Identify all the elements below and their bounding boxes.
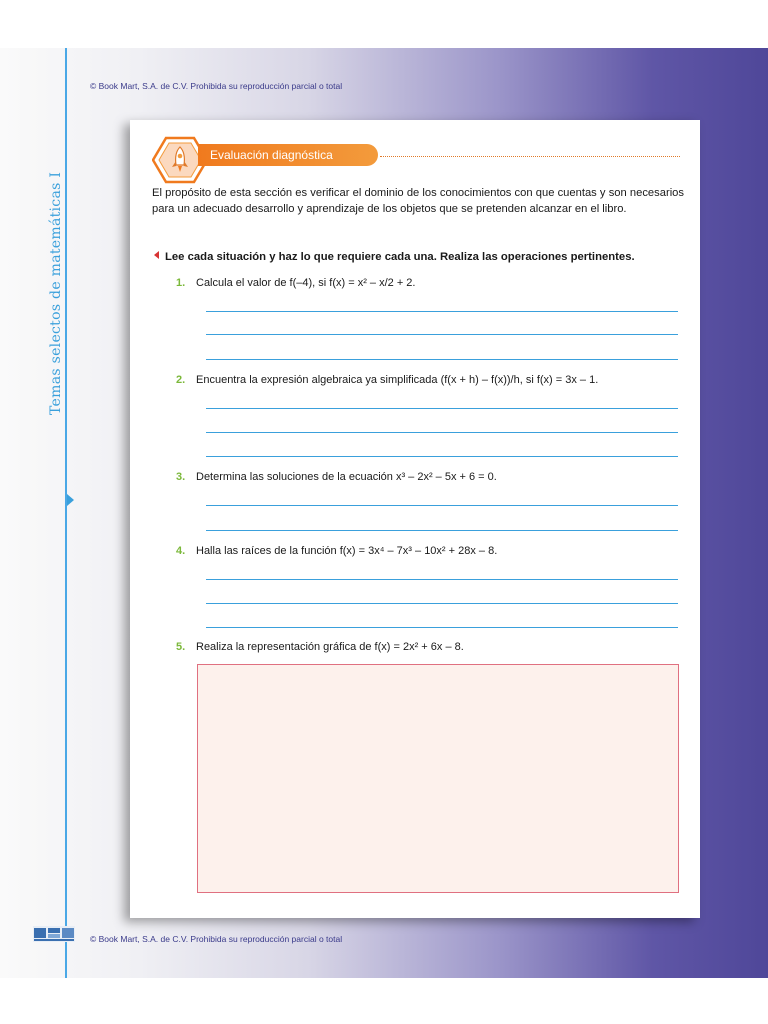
page-bottom-margin: [0, 978, 768, 1024]
question-text: Halla las raíces de la función f(x) = 3x⁴ – 7x³ – 10x² + 28x – 8.: [196, 545, 498, 557]
answer-line[interactable]: [206, 603, 678, 604]
question-text: Encuentra la expresión algebraica ya simplificada (f(x + h) – f(x))/h, si f(x) = 3x – 1.: [196, 374, 599, 386]
instruction-arrow-icon: [154, 251, 159, 259]
question-1: [176, 277, 415, 289]
answer-line[interactable]: [206, 627, 678, 628]
question-number: 4.: [176, 545, 186, 557]
worksheet-page: [130, 120, 700, 918]
question-5: [176, 641, 464, 653]
page-top-margin: [0, 0, 768, 48]
question-3: [176, 471, 497, 483]
instruction-line: [154, 251, 694, 263]
question-number: 2.: [176, 374, 186, 386]
question-2: [176, 374, 598, 386]
copyright-top: © Book Mart, S.A. de C.V. Prohibida su reproducción parcial o total: [90, 81, 343, 91]
publisher-logo-icon: [33, 926, 75, 942]
header-dotted-rule: [380, 156, 680, 157]
copyright-bottom: © Book Mart, S.A. de C.V. Prohibida su reproducción parcial o total: [90, 934, 343, 944]
graph-answer-box[interactable]: [197, 664, 679, 893]
answer-line[interactable]: [206, 408, 678, 409]
answer-line[interactable]: [206, 311, 678, 312]
question-4: [176, 545, 497, 557]
answer-line[interactable]: [206, 432, 678, 433]
question-text: Realiza la representación gráfica de f(x) = 2x² + 6x – 8.: [196, 641, 464, 653]
question-text: Determina las soluciones de la ecuación x³ – 2x² – 5x + 6 = 0.: [196, 471, 497, 483]
answer-line[interactable]: [206, 359, 678, 360]
answer-line[interactable]: [206, 505, 678, 506]
question-number: 1.: [176, 277, 186, 289]
question-number: 3.: [176, 471, 186, 483]
answer-line[interactable]: [206, 334, 678, 335]
section-header: Evaluación diagnóstica: [198, 144, 378, 166]
answer-line[interactable]: [206, 456, 678, 457]
question-number: 5.: [176, 641, 186, 653]
side-rule: [65, 48, 67, 978]
intro-paragraph: El propósito de esta sección es verificar el dominio de los conocimientos con que cuentas y son necesarios para un adecuado desarrollo y aprendizaje de los objetos que se pretenden alcanzar en el libro.: [152, 187, 684, 215]
instruction-text: Lee cada situación y haz lo que requiere cada una. Realiza las operaciones pertinentes.: [165, 251, 635, 263]
answer-line[interactable]: [206, 530, 678, 531]
answer-line[interactable]: [206, 579, 678, 580]
side-book-title-text: Temas selectos de matemáticas I: [48, 171, 64, 415]
question-text: Calcula el valor de f(–4), si f(x) = x² – x/2 + 2.: [196, 277, 416, 289]
side-marker-icon: [67, 494, 74, 506]
